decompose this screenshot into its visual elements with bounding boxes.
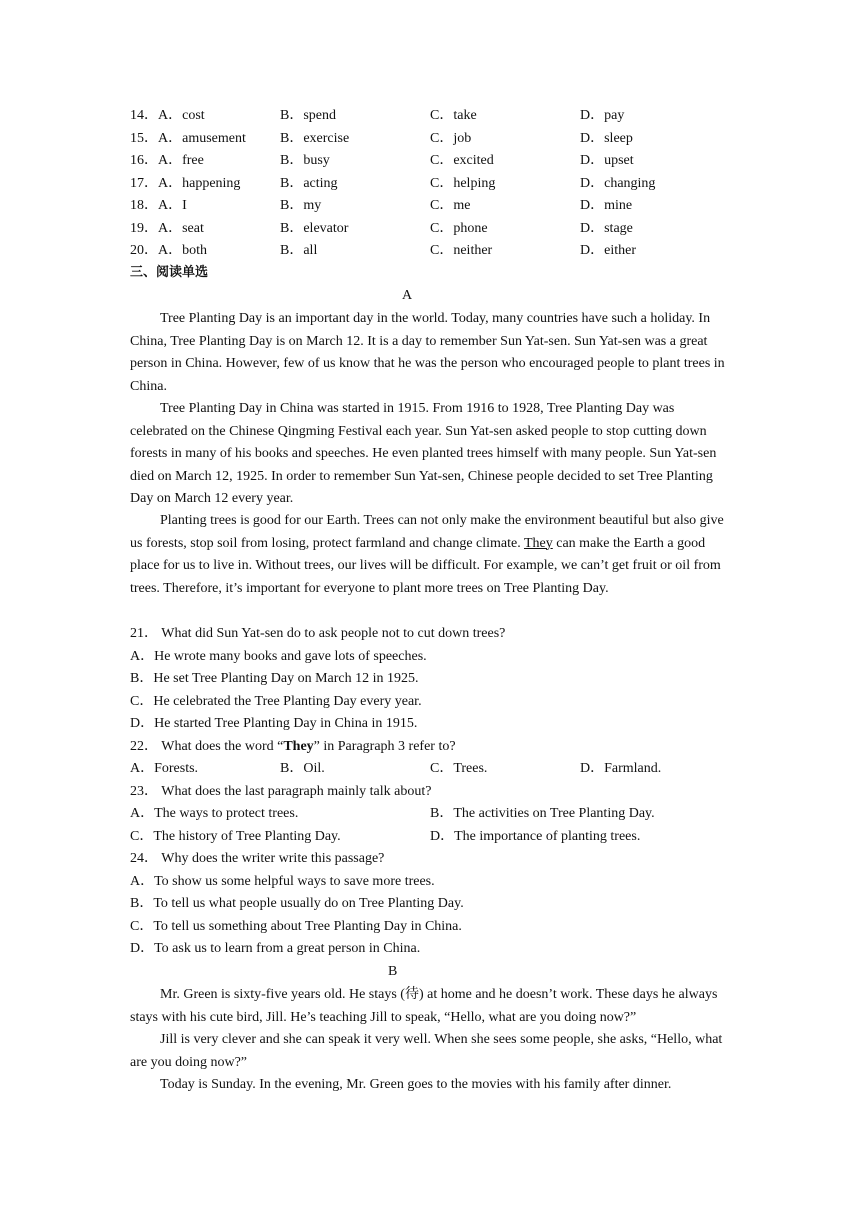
passage-a-paragraph-2: Tree Planting Day in China was started in 1915. From 1916 to 1928, Tree Planting Day was celebrated on the Chinese Qingming Festival each year. Sun Yat-sen asked people to stop cutting down forests in many of his books and speeches. He even planted trees himself with many people. Sun Yat-sen died on March 12, 1925. In order to remember Sun Yat-sen, Chinese people decided to set Tree Planting Day on March 12 every year. bbox=[130, 401, 717, 506]
cloze-option-row bbox=[130, 105, 730, 127]
question-22-stem-after: ” in Paragraph 3 refer to? bbox=[313, 739, 456, 754]
cloze-number-and-option-a bbox=[130, 105, 205, 127]
cloze-option-b: B．elevator bbox=[280, 221, 349, 236]
question-23-option-c: C．The history of Tree Planting Day. bbox=[130, 829, 341, 844]
cloze-question-number: 19． bbox=[130, 221, 158, 236]
passage-a-label: A bbox=[402, 288, 413, 303]
question-23-option-a: A．The ways to protect trees. bbox=[130, 806, 299, 821]
cloze-question-number: 17． bbox=[130, 176, 158, 191]
cloze-option-d: D．sleep bbox=[580, 131, 633, 146]
question-23-options-row-2 bbox=[130, 826, 730, 848]
question-23-options-row-1 bbox=[130, 803, 730, 825]
cloze-option-b: B．acting bbox=[280, 176, 338, 191]
cloze-option-a: A．free bbox=[158, 153, 204, 168]
cloze-option-c: C．me bbox=[430, 198, 471, 213]
passage-b-paragraph-2: Jill is very clever and she can speak it very well. When she sees some people, she asks, “Hello, what are you doing now?” bbox=[130, 1032, 723, 1070]
cloze-number-and-option-a bbox=[130, 173, 240, 195]
question-23-option-d: D．The importance of planting trees. bbox=[430, 829, 641, 844]
cloze-option-d: D．either bbox=[580, 243, 636, 258]
question-22-options bbox=[130, 758, 730, 780]
cloze-option-row bbox=[130, 173, 730, 195]
passage-b-paragraph-3: Today is Sunday. In the evening, Mr. Green goes to the movies with his family after dinner. bbox=[160, 1077, 672, 1092]
question-22-option-a: A．Forests. bbox=[130, 761, 199, 776]
question-22-option-b: B．Oil. bbox=[280, 761, 325, 776]
cloze-option-c: C．neither bbox=[430, 243, 493, 258]
cloze-option-b: B．spend bbox=[280, 108, 336, 123]
passage-b-paragraph-1: Mr. Green is sixty-five years old. He stays (待) at home and he doesn’t work. These days he always stays with his cute bird, Jill. He’s teaching Jill to speak, “Hello, what are you doing now?” bbox=[130, 987, 718, 1025]
cloze-option-d: D．pay bbox=[580, 108, 625, 123]
passage-a-paragraph-3 bbox=[130, 510, 730, 600]
question-24-stem: 24． Why does the writer write this passage? bbox=[130, 851, 385, 866]
section-title: 三、阅读单选 bbox=[130, 265, 209, 280]
question-24-option-b: B．To tell us what people usually do on Tree Planting Day. bbox=[130, 896, 464, 911]
cloze-option-d: D．changing bbox=[580, 176, 656, 191]
cloze-number-and-option-a bbox=[130, 195, 187, 217]
passage-b-label: B bbox=[388, 964, 398, 979]
cloze-option-row bbox=[130, 195, 730, 217]
paragraph-3-text-before: Planting trees is good for our Earth. Trees can not only make the environment beautiful but also give us forests, stop soil from losing, protect farmland and change climate. bbox=[130, 513, 724, 551]
passage-a-paragraph-1: Tree Planting Day is an important day in the world. Today, many countries have such a holiday. In China, Tree Planting Day is on March 12. It is a day to remember Sun Yat-sen. Sun Yat-sen was a great person in China. However, few of us know that he was the person who encouraged people to plant trees in China. bbox=[130, 311, 725, 394]
cloze-option-c: C．job bbox=[430, 131, 472, 146]
cloze-option-b: B．busy bbox=[280, 153, 330, 168]
question-21-option-a: A．He wrote many books and gave lots of speeches. bbox=[130, 649, 427, 664]
cloze-number-and-option-a bbox=[130, 240, 207, 262]
question-24-option-a: A．To show us some helpful ways to save more trees. bbox=[130, 874, 435, 889]
cloze-option-a: A．happening bbox=[158, 176, 241, 191]
cloze-number-and-option-a bbox=[130, 150, 204, 172]
cloze-option-row bbox=[130, 240, 730, 262]
cloze-option-d: D．stage bbox=[580, 221, 633, 236]
question-24-option-c: C．To tell us something about Tree Planting Day in China. bbox=[130, 919, 462, 934]
cloze-option-row bbox=[130, 218, 730, 240]
cloze-option-d: D．upset bbox=[580, 153, 634, 168]
question-22-option-c: C．Trees. bbox=[430, 761, 488, 776]
cloze-option-row bbox=[130, 150, 730, 172]
cloze-question-number: 14． bbox=[130, 108, 158, 123]
cloze-question-number: 16． bbox=[130, 153, 158, 168]
question-21-option-b: B．He set Tree Planting Day on March 12 in 1925. bbox=[130, 671, 419, 686]
cloze-option-a: A．cost bbox=[158, 108, 205, 123]
cloze-option-b: B．all bbox=[280, 243, 318, 258]
cloze-question-number: 15． bbox=[130, 131, 158, 146]
question-22-stem bbox=[130, 736, 456, 758]
cloze-option-a: A．seat bbox=[158, 221, 204, 236]
underlined-word-they: They bbox=[523, 535, 553, 551]
cloze-option-c: C．excited bbox=[430, 153, 494, 168]
question-23-stem: 23． What does the last paragraph mainly talk about? bbox=[130, 784, 432, 799]
question-23-option-b: B．The activities on Tree Planting Day. bbox=[430, 806, 655, 821]
cloze-question-number: 18． bbox=[130, 198, 158, 213]
question-24-option-d: D．To ask us to learn from a great person in China. bbox=[130, 941, 421, 956]
question-21-option-c: C．He celebrated the Tree Planting Day every year. bbox=[130, 694, 422, 709]
question-22-option-d: D．Farmland. bbox=[580, 761, 662, 776]
paragraph-3-text-after: can make the Earth a good place for us to live in. Without trees, our lives will be difficult. For example, we can’t get fruit or oil from trees. Therefore, it’s important for everyone to plant more trees on Tree Planting Day. bbox=[130, 535, 721, 596]
question-22-stem-before: 22． What does the word “ bbox=[130, 739, 284, 754]
cloze-question-number: 20． bbox=[130, 243, 158, 258]
cloze-option-c: C．helping bbox=[430, 176, 496, 191]
cloze-option-c: C．phone bbox=[430, 221, 488, 236]
cloze-option-d: D．mine bbox=[580, 198, 633, 213]
cloze-number-and-option-a bbox=[130, 218, 204, 240]
cloze-option-a: A．both bbox=[158, 243, 207, 258]
question-21-option-d: D．He started Tree Planting Day in China in 1915. bbox=[130, 716, 418, 731]
cloze-option-b: B．my bbox=[280, 198, 322, 213]
cloze-option-row bbox=[130, 128, 730, 150]
cloze-option-a: A．amusement bbox=[158, 131, 246, 146]
cloze-option-c: C．take bbox=[430, 108, 477, 123]
question-21-stem: 21． What did Sun Yat-sen do to ask people not to cut down trees? bbox=[130, 626, 506, 641]
cloze-option-a: A．I bbox=[158, 198, 187, 213]
question-22-bold-word: They bbox=[283, 739, 314, 754]
cloze-number-and-option-a bbox=[130, 128, 246, 150]
cloze-option-b: B．exercise bbox=[280, 131, 350, 146]
